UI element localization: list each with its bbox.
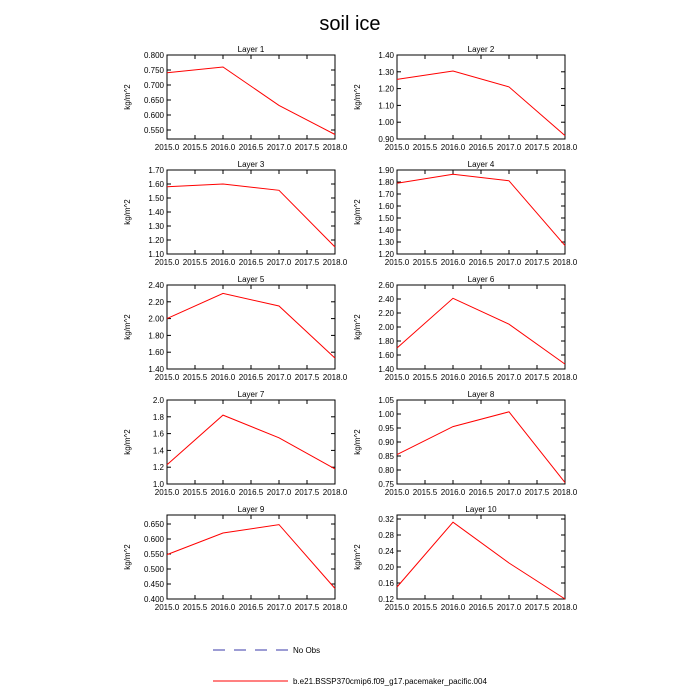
y-tick-label: 1.40: [148, 365, 164, 374]
figure-title: soil ice: [319, 13, 381, 35]
y-tick-label: 2.00: [378, 323, 394, 332]
x-tick-label: 2015.0: [154, 603, 180, 612]
y-tick-label: 1.40: [378, 226, 394, 235]
y-tick-label: 0.20: [378, 563, 394, 572]
y-tick-label: 0.500: [143, 565, 164, 574]
y-tick-label: 1.8: [152, 412, 164, 422]
x-tick-label: 2015.0: [384, 603, 410, 612]
panel-title: Layer 8: [467, 390, 495, 399]
x-tick-label: 2016.0: [440, 143, 466, 152]
y-tick-label: 0.95: [378, 424, 394, 433]
x-tick-label: 2017.5: [524, 373, 550, 382]
x-tick-label: 2015.0: [384, 373, 410, 382]
y-tick-label: 1.40: [148, 208, 164, 217]
y-tick-label: 1.90: [378, 166, 394, 175]
y-axis-label: kg/m^2: [353, 544, 362, 570]
x-tick-label: 2016.5: [468, 258, 494, 267]
x-tick-label: 2016.5: [238, 258, 264, 267]
panel-grid: [123, 45, 578, 612]
plot-frame: [167, 285, 335, 369]
series-line-layer-1: [167, 67, 335, 135]
y-tick-label: 0.16: [378, 579, 394, 588]
x-tick-label: 2016.0: [440, 373, 466, 382]
y-axis-label: kg/m^2: [123, 429, 132, 455]
plot-frame: [167, 515, 335, 599]
panel-title: Layer 1: [237, 45, 265, 54]
y-axis-label: kg/m^2: [123, 544, 132, 570]
y-tick-label: 1.20: [378, 84, 394, 94]
x-tick-label: 2017.5: [524, 488, 550, 497]
x-tick-label: 2016.5: [238, 488, 264, 497]
y-tick-label: 2.20: [148, 297, 164, 307]
series-line-layer-9: [167, 525, 335, 589]
panel-layer-1: [123, 45, 348, 152]
x-tick-label: 2015.0: [384, 488, 410, 497]
panel-title: Layer 10: [465, 505, 497, 514]
y-tick-label: 1.05: [378, 396, 394, 405]
panel-layer-3: [123, 160, 348, 267]
y-axis-label: kg/m^2: [123, 314, 132, 340]
y-tick-label: 1.40: [378, 51, 394, 60]
y-tick-label: 0.90: [378, 135, 394, 144]
x-tick-label: 2016.0: [210, 488, 236, 497]
x-tick-label: 2016.5: [468, 603, 494, 612]
x-tick-label: 2016.5: [238, 373, 264, 382]
y-tick-label: 2.00: [148, 314, 164, 324]
plot-frame: [397, 515, 565, 599]
y-tick-label: 1.70: [378, 190, 394, 199]
x-tick-label: 2015.0: [154, 488, 180, 497]
x-tick-label: 2017.0: [496, 258, 522, 267]
x-tick-label: 2016.5: [468, 488, 494, 497]
x-tick-label: 2017.5: [524, 603, 550, 612]
y-tick-label: 1.30: [148, 222, 164, 231]
panel-layer-10: [353, 505, 578, 612]
y-axis-label: kg/m^2: [353, 84, 362, 110]
x-tick-label: 2015.0: [154, 258, 180, 267]
series-line-layer-8: [397, 412, 565, 483]
y-axis-label: kg/m^2: [353, 199, 362, 225]
x-tick-label: 2018.0: [552, 143, 578, 152]
series-line-layer-2: [397, 71, 565, 136]
y-tick-label: 0.450: [143, 580, 164, 589]
x-tick-label: 2016.0: [210, 258, 236, 267]
panel-layer-8: [353, 390, 578, 497]
y-tick-label: 1.50: [378, 214, 394, 223]
y-tick-label: 1.80: [148, 331, 164, 341]
x-tick-label: 2017.5: [524, 258, 550, 267]
x-tick-label: 2016.0: [210, 603, 236, 612]
y-axis-label: kg/m^2: [353, 429, 362, 455]
panel-layer-2: [353, 45, 578, 152]
plot-frame: [397, 170, 565, 254]
y-tick-label: 1.80: [378, 337, 394, 346]
y-tick-label: 0.550: [143, 126, 164, 135]
panel-layer-6: [353, 275, 578, 382]
x-tick-label: 2015.5: [182, 143, 208, 152]
y-tick-label: 0.28: [378, 531, 394, 540]
x-tick-label: 2018.0: [552, 488, 578, 497]
x-tick-label: 2017.0: [496, 143, 522, 152]
panel-layer-9: [123, 505, 348, 612]
x-tick-label: 2017.5: [294, 143, 320, 152]
y-tick-label: 0.700: [143, 81, 164, 90]
y-tick-label: 2.20: [378, 309, 394, 318]
y-tick-label: 1.00: [378, 410, 394, 419]
panel-title: Layer 3: [237, 160, 265, 169]
y-tick-label: 0.12: [378, 595, 394, 604]
y-tick-label: 2.40: [378, 295, 394, 304]
x-tick-label: 2018.0: [322, 488, 348, 497]
y-tick-label: 1.60: [378, 202, 394, 211]
y-tick-label: 0.75: [378, 480, 394, 489]
panel-title: Layer 9: [237, 505, 265, 514]
x-tick-label: 2015.5: [412, 143, 438, 152]
x-tick-label: 2017.0: [496, 373, 522, 382]
x-tick-label: 2018.0: [552, 373, 578, 382]
x-tick-label: 2018.0: [322, 373, 348, 382]
legend-label-model: b.e21.BSSP370cmip6.f09_g17.pacemaker_pacific.004: [293, 677, 487, 686]
y-tick-label: 1.70: [148, 166, 164, 175]
x-tick-label: 2015.5: [412, 488, 438, 497]
x-tick-label: 2016.0: [440, 258, 466, 267]
x-tick-label: 2015.0: [384, 258, 410, 267]
x-tick-label: 2018.0: [552, 603, 578, 612]
x-tick-label: 2015.5: [412, 258, 438, 267]
y-tick-label: 0.800: [143, 51, 164, 60]
panel-title: Layer 5: [237, 275, 265, 284]
series-line-layer-6: [397, 298, 565, 364]
x-tick-label: 2016.0: [210, 373, 236, 382]
x-tick-label: 2017.0: [266, 373, 292, 382]
x-tick-label: 2016.5: [238, 603, 264, 612]
plot-frame: [397, 55, 565, 139]
x-tick-label: 2016.0: [440, 603, 466, 612]
series-line-layer-7: [167, 415, 335, 469]
y-tick-label: 2.40: [148, 281, 164, 290]
x-tick-label: 2015.5: [182, 258, 208, 267]
plot-frame: [397, 285, 565, 369]
y-tick-label: 1.60: [148, 348, 164, 358]
x-tick-label: 2017.0: [266, 603, 292, 612]
x-tick-label: 2018.0: [552, 258, 578, 267]
y-tick-label: 0.400: [143, 595, 164, 604]
x-tick-label: 2016.5: [468, 143, 494, 152]
x-tick-label: 2015.0: [384, 143, 410, 152]
panel-title: Layer 4: [467, 160, 495, 169]
y-tick-label: 0.85: [378, 452, 394, 461]
x-tick-label: 2017.0: [266, 143, 292, 152]
y-tick-label: 1.20: [148, 236, 164, 245]
y-tick-label: 0.90: [378, 438, 394, 447]
y-tick-label: 1.00: [378, 118, 394, 128]
legend: [213, 646, 487, 686]
x-tick-label: 2018.0: [322, 258, 348, 267]
x-tick-label: 2017.5: [294, 603, 320, 612]
series-line-layer-5: [167, 293, 335, 358]
plot-frame: [167, 170, 335, 254]
series-line-layer-3: [167, 184, 335, 247]
y-tick-label: 1.10: [378, 101, 394, 111]
series-line-layer-10: [397, 522, 565, 599]
y-axis-label: kg/m^2: [123, 199, 132, 225]
y-tick-label: 0.80: [378, 466, 394, 475]
y-tick-label: 1.4: [152, 446, 164, 456]
y-tick-label: 1.2: [152, 463, 164, 473]
x-tick-label: 2018.0: [322, 603, 348, 612]
y-tick-label: 1.30: [378, 67, 394, 77]
series-line-layer-4: [397, 174, 565, 245]
x-tick-label: 2016.5: [238, 143, 264, 152]
x-tick-label: 2015.5: [412, 373, 438, 382]
x-tick-label: 2017.0: [496, 603, 522, 612]
panel-title: Layer 7: [237, 390, 265, 399]
x-tick-label: 2016.5: [468, 373, 494, 382]
y-tick-label: 2.0: [152, 396, 164, 405]
x-tick-label: 2017.0: [266, 488, 292, 497]
y-tick-label: 1.20: [378, 250, 394, 259]
x-tick-label: 2015.5: [412, 603, 438, 612]
y-tick-label: 2.60: [378, 281, 394, 290]
x-tick-label: 2015.5: [182, 373, 208, 382]
legend-label-no-obs: No Obs: [293, 646, 321, 655]
x-tick-label: 2016.0: [210, 143, 236, 152]
y-tick-label: 1.0: [152, 480, 164, 489]
plot-frame: [167, 55, 335, 139]
y-axis-label: kg/m^2: [123, 84, 132, 110]
x-tick-label: 2017.5: [294, 258, 320, 267]
x-tick-label: 2016.0: [440, 488, 466, 497]
panel-layer-4: [353, 160, 578, 267]
x-tick-label: 2015.5: [182, 488, 208, 497]
y-tick-label: 0.750: [143, 66, 164, 75]
x-tick-label: 2015.5: [182, 603, 208, 612]
y-tick-label: 0.24: [378, 547, 394, 556]
y-tick-label: 0.650: [143, 520, 164, 529]
y-tick-label: 1.40: [378, 365, 394, 374]
x-tick-label: 2015.0: [154, 373, 180, 382]
x-tick-label: 2017.5: [294, 373, 320, 382]
y-tick-label: 1.50: [148, 194, 164, 203]
x-tick-label: 2017.5: [294, 488, 320, 497]
panel-title: Layer 6: [467, 275, 495, 284]
y-tick-label: 1.10: [148, 250, 164, 259]
y-tick-label: 0.550: [143, 550, 164, 559]
y-tick-label: 0.600: [143, 535, 164, 544]
x-tick-label: 2017.0: [266, 258, 292, 267]
x-tick-label: 2018.0: [322, 143, 348, 152]
y-tick-label: 1.6: [152, 429, 164, 439]
y-tick-label: 1.60: [148, 180, 164, 189]
x-tick-label: 2017.5: [524, 143, 550, 152]
y-tick-label: 1.80: [378, 178, 394, 187]
y-tick-label: 0.650: [143, 96, 164, 105]
panel-layer-5: [123, 275, 348, 382]
y-tick-label: 1.30: [378, 238, 394, 247]
panel-title: Layer 2: [467, 45, 495, 54]
panel-layer-7: [123, 390, 348, 497]
y-axis-label: kg/m^2: [353, 314, 362, 340]
x-tick-label: 2017.0: [496, 488, 522, 497]
y-tick-label: 0.600: [143, 111, 164, 120]
y-tick-label: 1.60: [378, 351, 394, 360]
x-tick-label: 2015.0: [154, 143, 180, 152]
y-tick-label: 0.32: [378, 515, 394, 524]
